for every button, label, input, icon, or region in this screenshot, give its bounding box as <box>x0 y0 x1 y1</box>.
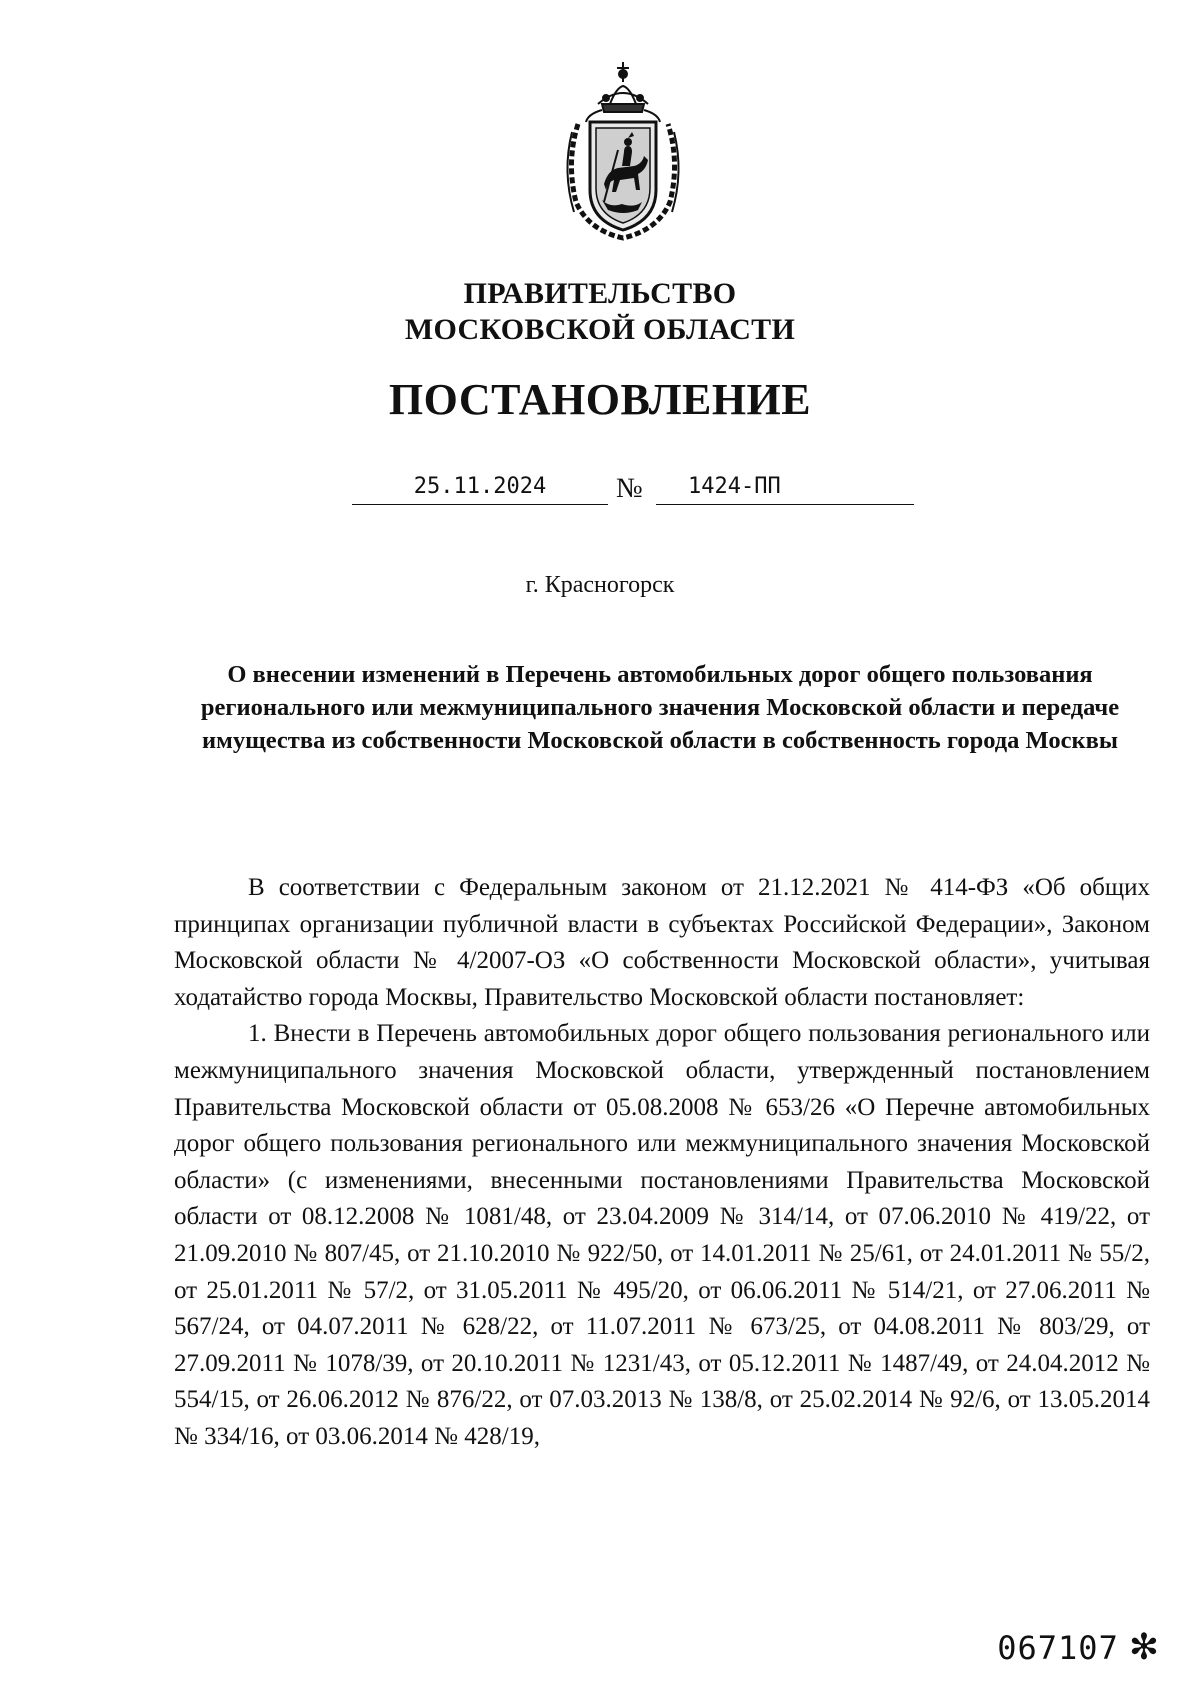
document-title: О внесении изменений в Перечень автомобильных дорог общего пользования регионального или межмуниципального значения Московской области и передаче имущества из собственности Московской области в собственность города Москвы <box>200 661 1120 754</box>
serial-stamp <box>997 1628 1160 1668</box>
registration-number: 1424-ПП <box>656 470 914 505</box>
organization-name-line-1: ПРАВИТЕЛЬСТВО <box>463 277 737 310</box>
coat-of-arms-icon <box>558 52 688 242</box>
city-name: г. Красногорск <box>525 572 675 598</box>
body-paragraph-2: 1. Внести в Перечень автомобильных дорог общего пользования регионального или межмуниципального значения Московской области, утвержденный постановлением Правительства Московской области от 05.08.2008 № 653/26 «О Перечне автомобильных дорог общего пользования регионального или межмуниципального значения Московской области» (с изменениями, внесенными постановлениями Правительства Московской области от 08.12.2008 № 1081/48, от 23.04.2009 № 314/14, от 07.06.2010 № 419/22, от 21.09.2010 № 807/45, от 21.10.2010 № 922/50, от 14.01.2011 № 25/61, от 24.01.2011 № 55/2, от 25.01.2011 № 57/2, от 31.05.2011 № 495/20, от 06.06.2011 № 514/21, от 27.06.2011 № 567/24, от 04.07.2011 № 628/22, от 11.07.2011 № 673/25, от 04.08.2011 № 803/29, от 27.09.2011 № 1078/39, от 20.10.2011 № 1231/43, от 05.12.2011 № 1487/49, от 24.04.2012 № 554/15, от 26.06.2012 № 876/22, от 07.03.2013 № 138/8, от 25.02.2014 № 92/6, от 13.05.2014 № 334/16, от 03.06.2014 № 428/19, <box>174 1020 1150 1450</box>
document-type: ПОСТАНОВЛЕНИЕ <box>388 375 812 424</box>
serial-number: 067107 <box>997 1629 1119 1667</box>
document-body <box>174 870 1150 1456</box>
registration-date: 25.11.2024 <box>352 470 608 505</box>
registration-number-sign: № <box>616 473 643 504</box>
organization-name-line-2: МОСКОВСКОЙ ОБЛАСТИ <box>404 313 796 346</box>
asterisk-mark-icon: ✻ <box>1128 1627 1160 1668</box>
body-paragraph-1: В соответствии с Федеральным законом от 21.12.2021 № 414-ФЗ «Об общих принципах организации публичной власти в субъектах Российской Федерации», Законом Московской области № 4/2007-ОЗ «О собственности Московской области», учитывая ходатайство города Москвы, Правительство Московской области постановляет: <box>174 874 1150 1011</box>
